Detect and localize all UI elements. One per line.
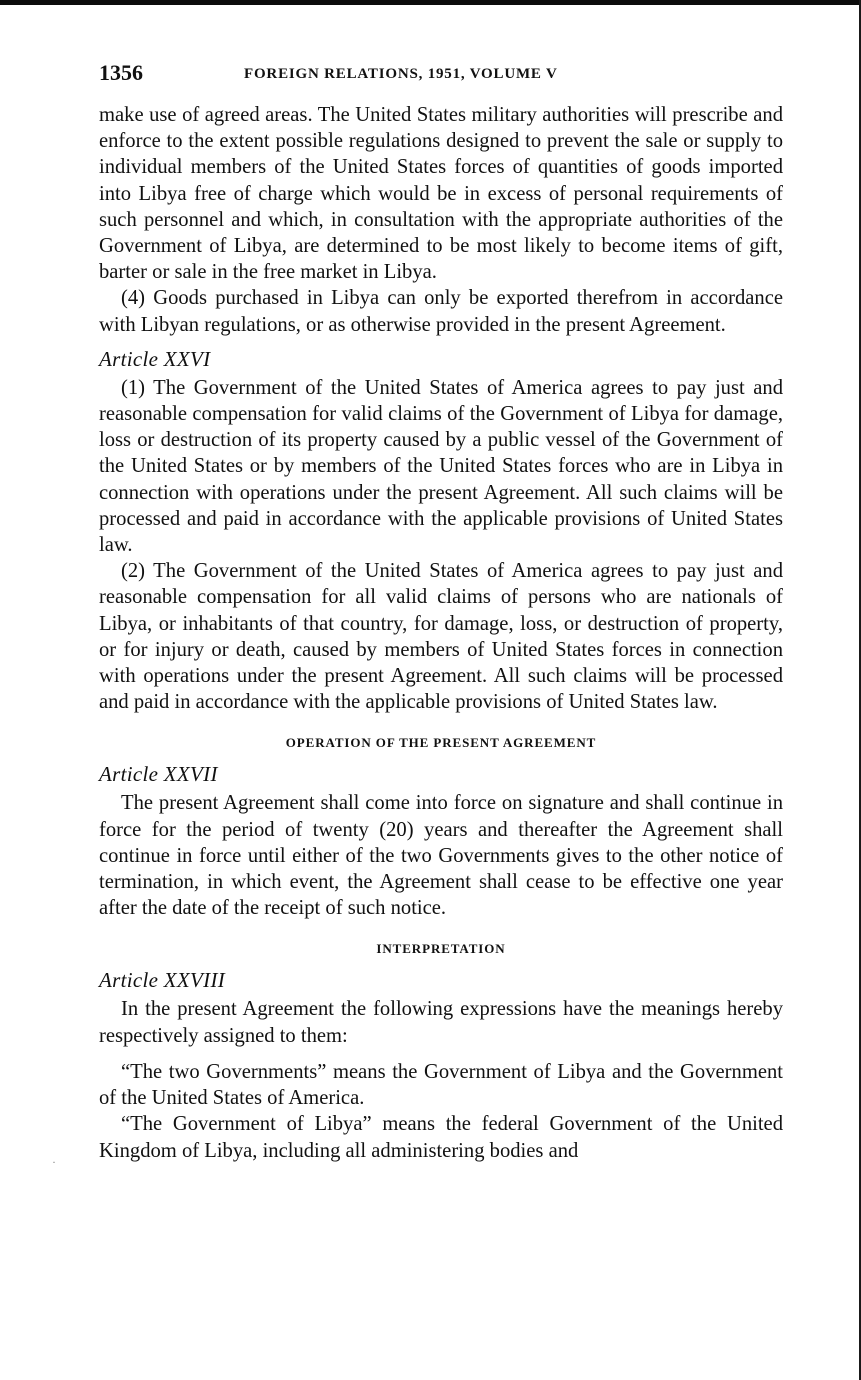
article-26-paragraph-2: (2) The Government of the United States of America agrees to pay just and reasonable compensation for all valid claims of persons who are nationals of Libya, or inhabitants of that country, for damage, loss, or destruction of property, or for injury or death, caused by members of United States forces in connection with operations under the present Agreement. All such claims will be processed and paid in accordance with the applicable provisions of United States law. — [99, 560, 783, 714]
running-head — [99, 58, 783, 92]
article-27-heading: Article XXVII — [99, 762, 218, 787]
section-heading-operation: OPERATION OF THE PRESENT AGREEMENT — [285, 735, 597, 751]
article-27-paragraph: The present Agreement shall come into force on signature and shall continue in force for the period of twenty (20) years and thereafter the Agreement shall continue in force until either of the two Governments gives to the other notice of termination, in which event, the Agreement shall cease to be effective one year after the date of the receipt of such notice. — [99, 792, 783, 920]
article-26-paragraph-1: (1) The Government of the United States of America agrees to pay just and reasonable compensation for valid claims of the Government of Libya for damage, loss or destruction of its property caused by a public vessel of the Government of the United States or by members of the United States forces who are in Libya in connection with operations under the present Agreement. All such claims will be processed and paid in accordance with the applicable provisions of United States law. — [99, 376, 783, 557]
page-number: 1356 — [99, 60, 143, 85]
article-28-intro: In the present Agreement the following expressions have the meanings hereby respectively assigned to them: — [99, 998, 783, 1047]
running-title: FOREIGN RELATIONS, 1951, VOLUME V — [244, 66, 558, 82]
article-28-definition-2: “The Government of Libya” means the federal Government of the United Kingdom of Libya, including all administering bodies and — [99, 1113, 783, 1162]
paragraph-gap — [99, 1049, 783, 1059]
paragraph-continuation: make use of agreed areas. The United States military authorities will prescribe and enforce to the extent possible regulations designed to prevent the sale or supply to individual members of the United States forces of quantities of goods imported into Libya free of charge which would be in excess of personal requirements of such personnel and which, in consultation with the appropriate authorities of the Government of Libya, are determined to be most likely to become items of gift, barter or sale in the free market in Libya. — [99, 104, 783, 284]
scan-top-border — [0, 0, 861, 5]
paragraph-4: (4) Goods purchased in Libya can only be exported therefrom in accordance with Libyan regulations, or as otherwise provided in the present Agreement. — [99, 287, 783, 336]
article-28-heading: Article XXVIII — [99, 968, 226, 993]
document-page — [99, 58, 783, 1164]
margin-speck: · — [52, 1155, 56, 1169]
section-heading-interpretation: INTERPRETATION — [376, 941, 506, 957]
article-26-heading: Article XXVI — [99, 346, 211, 371]
article-28-definition-1: “The two Governments” means the Government of Libya and the Government of the United States of America. — [99, 1060, 783, 1110]
